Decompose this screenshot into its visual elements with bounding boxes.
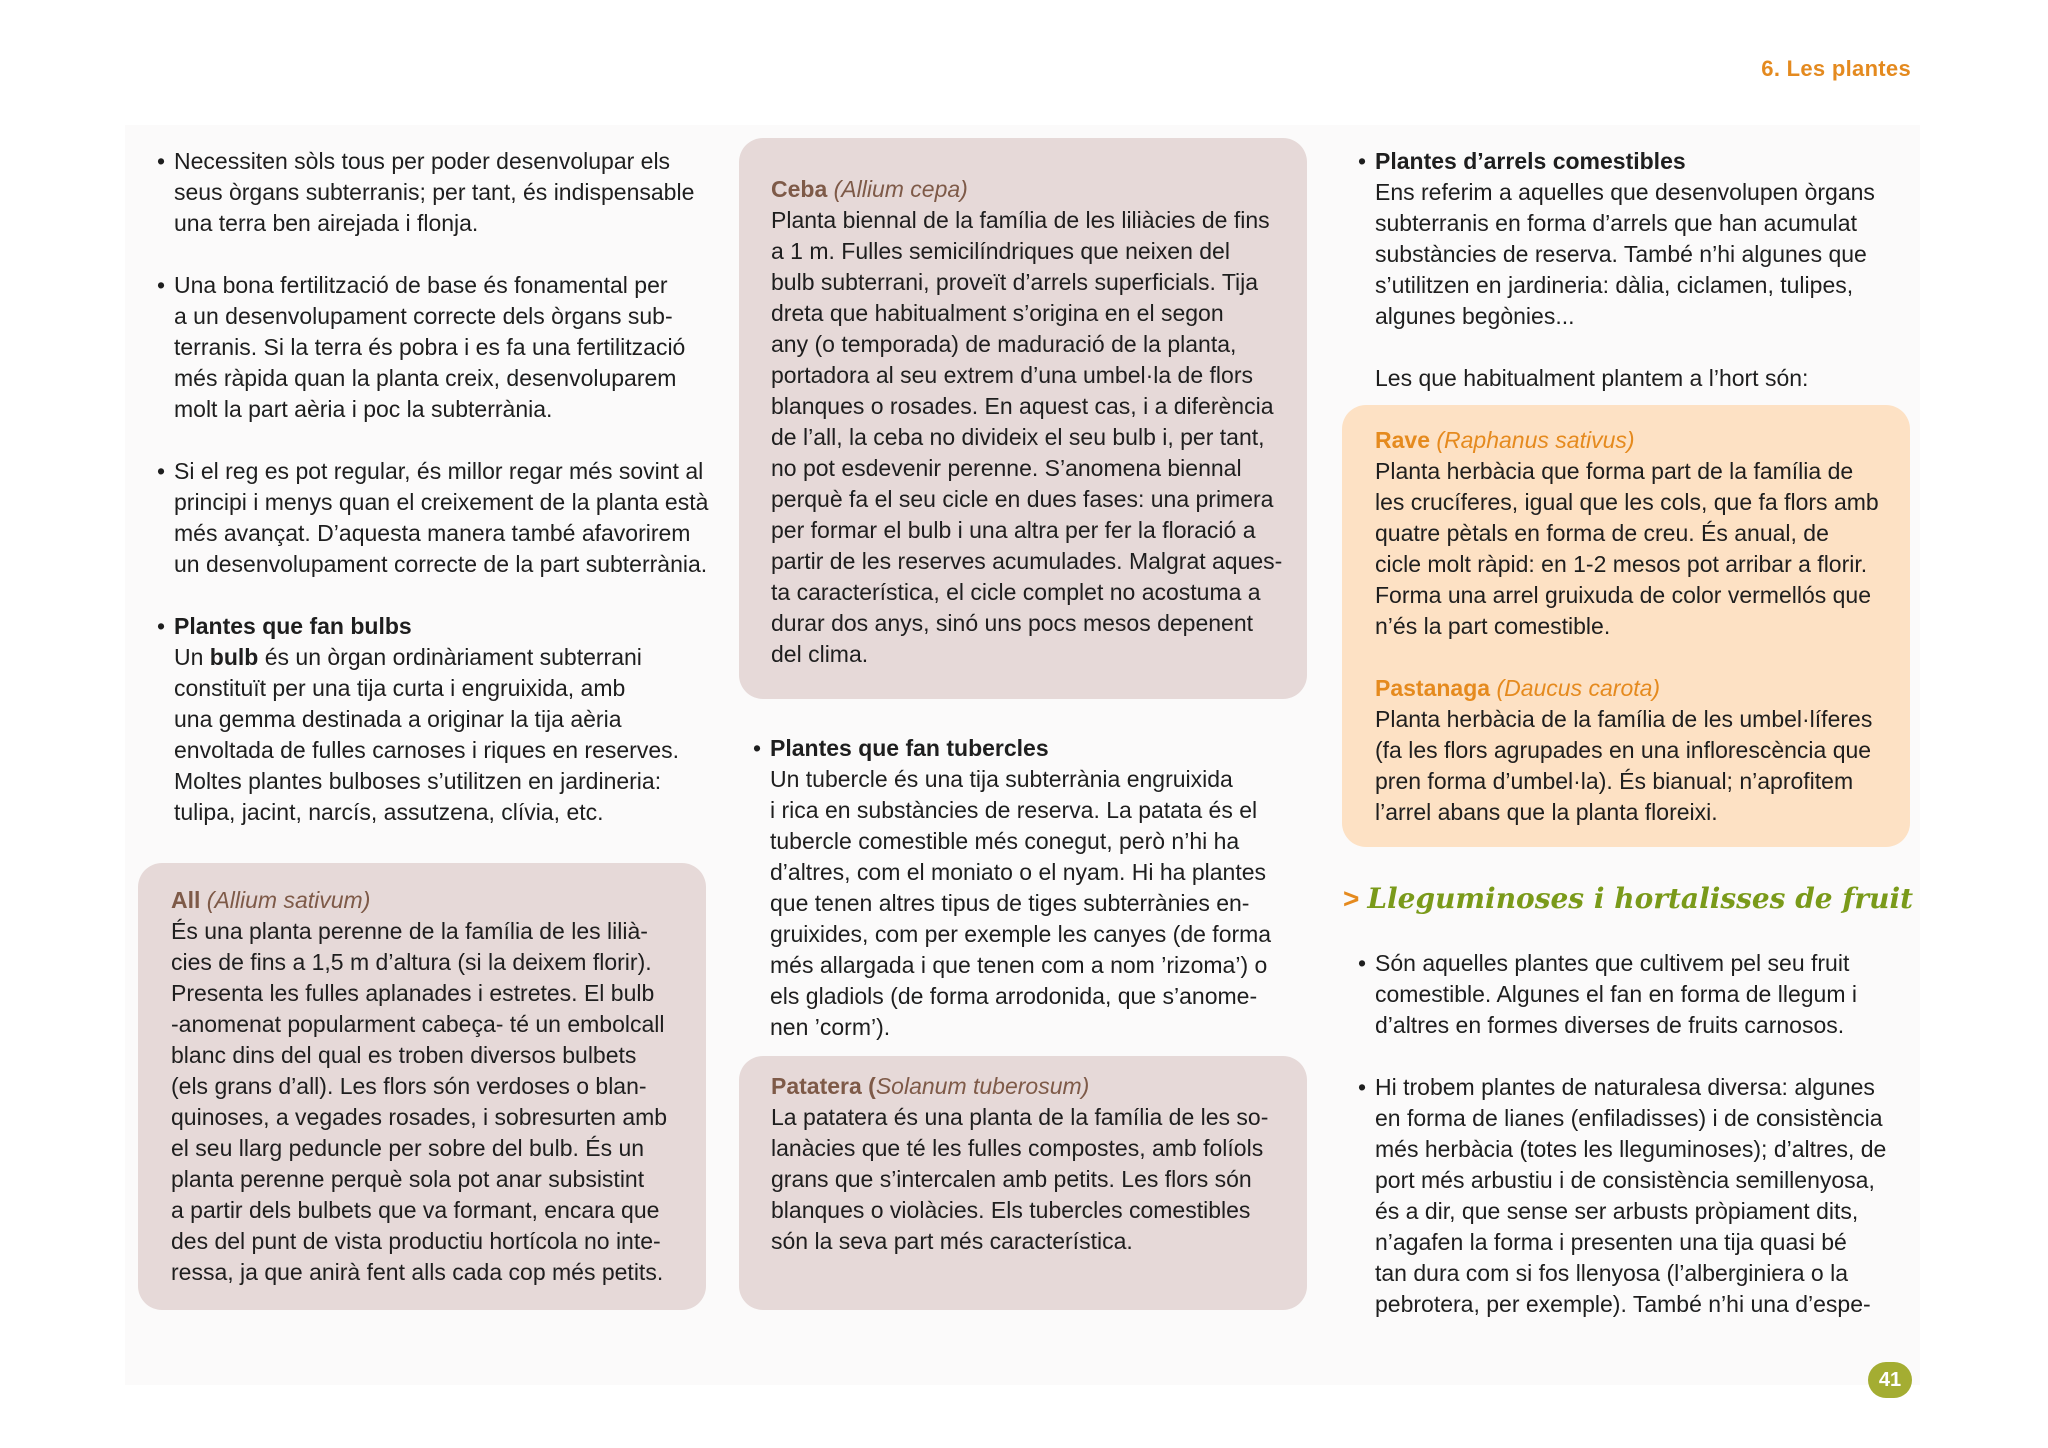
- text-line: substàncies de reserva. També n’hi algunes que: [1375, 241, 1867, 267]
- text-line: Planta biennal de la família de les liliàcies de fins: [771, 207, 1270, 233]
- pastanaga-title: Pastanaga (Daucus carota): [1375, 675, 1661, 701]
- text-line: molt la part aèria i poc la subterrània.: [174, 396, 553, 422]
- text-line: Una bona fertilització de base és fonamental per: [174, 272, 668, 298]
- rave-title: Rave (Raphanus sativus): [1375, 427, 1635, 453]
- text-line: gruixides, com per exemple les canyes (de forma: [770, 921, 1272, 947]
- bullet-mark: •: [753, 735, 762, 761]
- bullet-mark: •: [157, 613, 166, 639]
- text-line: És una planta perenne de la família de les lilià-: [171, 918, 648, 944]
- text-line: Hi trobem plantes de naturalesa diversa: algunes: [1375, 1074, 1875, 1100]
- fruit-section: [1358, 948, 1918, 1320]
- bulbs-section: [157, 611, 717, 828]
- text-line: una gemma destinada a originar la tija aèria: [174, 706, 622, 732]
- bulbs-heading: Plantes que fan bulbs: [174, 613, 412, 639]
- text-line: a partir dels bulbets que va formant, encara que: [171, 1197, 660, 1223]
- text-line: del clima.: [771, 641, 869, 667]
- text-line: d’altres en formes diverses de fruits carnosos.: [1375, 1012, 1845, 1038]
- text-line: algunes begònies...: [1375, 303, 1575, 329]
- column-left: [157, 146, 717, 828]
- text-line: per formar el bulb i una altra per fer la floració a: [771, 517, 1256, 543]
- text-line: a un desenvolupament correcte dels òrgans sub-: [174, 303, 673, 329]
- text-line: més ràpida quan la planta creix, desenvoluparem: [174, 365, 677, 391]
- roots-info-box: [1342, 405, 1910, 847]
- text-line: cicle molt ràpid: en 1-2 mesos pot arribar a florir.: [1375, 551, 1868, 577]
- bullet-mark: •: [157, 148, 166, 174]
- text-line: en forma de lianes (enfiladisses) i de consistència: [1375, 1105, 1883, 1131]
- text-line: a 1 m. Fulles semicilíndriques que neixen del: [771, 238, 1230, 264]
- text-line: Presenta les fulles aplanades i estretes. El bulb: [171, 980, 655, 1006]
- bullet-paragraph: [1358, 1072, 1918, 1320]
- text-line: més allargada i que tenen com a nom ’rizoma’) o: [770, 952, 1268, 978]
- text-line: partir de les reserves acumulades. Malgrat aques-: [771, 548, 1283, 574]
- text-line: Són aquelles plantes que cultivem pel seu fruit: [1375, 950, 1850, 976]
- text-line: cies de fins a 1,5 m d’altura (si la deixem florir).: [171, 949, 652, 975]
- bullet-paragraph: [1358, 948, 1918, 1041]
- text-line: ta característica, el cicle complet no acostuma a: [771, 579, 1261, 605]
- section-title: Lleguminoses i hortalisses de fruit: [1367, 882, 1914, 915]
- text-line: pebrotera, per exemple). També n’hi una d’espe-: [1375, 1291, 1871, 1317]
- text-line: port més arbustiu i de consistència semillenyosa,: [1375, 1167, 1875, 1193]
- text-line: subterranis en forma d’arrels que han acumulat: [1375, 210, 1857, 236]
- text-line: envoltada de fulles carnoses i riques en reserves.: [174, 737, 680, 763]
- chapter-header: 6. Les plantes: [1761, 56, 1911, 81]
- text-line: de l’all, la ceba no divideix el seu bulb i, per tant,: [771, 424, 1265, 450]
- tubercles-heading: Plantes que fan tubercles: [770, 735, 1049, 761]
- text-line: tulipa, jacint, narcís, assutzena, clívia, etc.: [174, 799, 604, 825]
- bullet-mark: •: [1358, 1074, 1367, 1100]
- tubercles-section: [753, 733, 1313, 1043]
- text-line: blanc dins del qual es troben diversos bulbets: [171, 1042, 637, 1068]
- bullet-paragraph: [157, 146, 717, 239]
- patatera-info-box: [739, 1056, 1307, 1310]
- text-line: una terra ben airejada i flonja.: [174, 210, 479, 236]
- text-line: les crucíferes, igual que les cols, que fa flors amb: [1375, 489, 1879, 515]
- text-line: més herbàcia (totes les lleguminoses); d’altres, de: [1375, 1136, 1887, 1162]
- text-line: els gladiols (de forma arrodonida, que s’anome-: [770, 983, 1258, 1009]
- page-number-badge: 41: [1868, 1362, 1912, 1398]
- text-line: principi i menys quan el creixement de la planta està: [174, 489, 709, 515]
- text-line: comestible. Algunes el fan en forma de llegum i: [1375, 981, 1857, 1007]
- patatera-box-title: Patatera (Solanum tuberosum): [771, 1073, 1090, 1099]
- section-heading: [1343, 882, 1913, 915]
- text-line: blanques o rosades. En aquest cas, i a diferència: [771, 393, 1274, 419]
- text-line: Moltes plantes bulboses s’utilitzen en jardineria:: [174, 768, 662, 794]
- text-line: el seu llarg peduncle per sobre del bulb. És un: [171, 1135, 645, 1161]
- bullet-mark: •: [157, 272, 166, 298]
- text-line: més avançat. D’aquesta manera també afavorirem: [174, 520, 691, 546]
- text-line: tan dura com si fos llenyosa (l’alberginiera o la: [1375, 1260, 1849, 1286]
- text-line: Necessiten sòls tous per poder desenvolupar els: [174, 148, 671, 174]
- bullet-paragraph: [157, 270, 717, 425]
- text-line: nen ’corm’).: [770, 1014, 891, 1040]
- text-line: perquè fa el seu cicle en dues fases: una primera: [771, 486, 1274, 512]
- text-line: planta perenne perquè sola pot anar subsistint: [171, 1166, 645, 1192]
- text-line: Un bulb és un òrgan ordinàriament subterrani: [174, 644, 642, 670]
- text-line: són la seva part més característica.: [771, 1228, 1133, 1254]
- text-line: pren forma d’umbel·la). És bianual; n’aprofitem: [1375, 768, 1854, 794]
- all-box-title: All (Allium sativum): [171, 887, 371, 913]
- bullet-paragraph: [157, 456, 717, 580]
- bullet-mark: •: [157, 458, 166, 484]
- text-line: s’utilitzen en jardineria: dàlia, ciclamen, tulipes,: [1375, 272, 1854, 298]
- text-line: portadora al seu extrem d’una umbel·la de flors: [771, 362, 1253, 388]
- text-line: i rica en substàncies de reserva. La patata és el: [770, 797, 1258, 823]
- text-line: terranis. Si la terra és pobra i es fa una fertilització: [174, 334, 686, 360]
- text-line: Ens referim a aquelles que desenvolupen òrgans: [1375, 179, 1875, 205]
- text-line: és a dir, que sense ser arbusts pròpiament dits,: [1375, 1198, 1859, 1224]
- bullet-paragraph: [1358, 146, 1918, 394]
- text-line: -anomenat popularment cabeça- té un embolcall: [171, 1011, 665, 1037]
- text-line: l’arrel abans que la planta floreixi.: [1375, 799, 1718, 825]
- all-info-box: [138, 863, 706, 1310]
- arrels-heading: Plantes d’arrels comestibles: [1375, 148, 1686, 174]
- text-line: Forma una arrel gruixuda de color vermellós que: [1375, 582, 1872, 608]
- text-line: grans que s’intercalen amb petits. Les flors són: [771, 1166, 1252, 1192]
- text-line: ressa, ja que anirà fent alls cada cop més petits.: [171, 1259, 664, 1285]
- text-line: constituït per una tija curta i engruixida, amb: [174, 675, 626, 701]
- bullet-mark: •: [1358, 950, 1367, 976]
- ceba-box-title: Ceba (Allium cepa): [771, 176, 968, 202]
- text-line: (els grans d’all). Les flors són verdoses o blan-: [171, 1073, 647, 1099]
- text-line: blanques o violàcies. Els tubercles comestibles: [771, 1197, 1251, 1223]
- text-line: un desenvolupament correcte de la part subterrània.: [174, 551, 708, 577]
- text-line: La patatera és una planta de la família de les so-: [771, 1104, 1269, 1130]
- text-line: bulb subterrani, proveït d’arrels superficials. Tija: [771, 269, 1259, 295]
- text-line: n’agafen la forma i presenten una tija quasi bé: [1375, 1229, 1847, 1255]
- text-line: tubercle comestible més conegut, però n’hi ha: [770, 828, 1240, 854]
- text-line: Si el reg es pot regular, és millor regar més sovint al: [174, 458, 704, 484]
- text-line: d’altres, com el moniato o el nyam. Hi ha plantes: [770, 859, 1267, 885]
- text-line: lanàcies que té les fulles compostes, amb folíols: [771, 1135, 1264, 1161]
- text-line: Les que habitualment plantem a l’hort són:: [1375, 365, 1809, 391]
- text-line: dreta que habitualment s’origina en el segon: [771, 300, 1224, 326]
- text-line: Planta herbàcia que forma part de la família de: [1375, 458, 1854, 484]
- text-line: des del punt de vista productiu hortícola no inte-: [171, 1228, 661, 1254]
- text-line: durar dos anys, sinó uns pocs mesos depenent: [771, 610, 1254, 636]
- text-line: Un tubercle és una tija subterrània engruixida: [770, 766, 1233, 792]
- ceba-info-box: [739, 138, 1307, 699]
- chevron-right-icon: >: [1343, 883, 1360, 914]
- text-line: quatre pètals en forma de creu. És anual, de: [1375, 520, 1829, 546]
- bullet-mark: •: [1358, 148, 1367, 174]
- text-line: Planta herbàcia de la família de les umbel·líferes: [1375, 706, 1873, 732]
- text-line: no pot esdevenir perenne. S’anomena biennal: [771, 455, 1242, 481]
- text-line: quinoses, a vegades rosades, i sobresurten amb: [171, 1104, 668, 1130]
- arrels-section: [1358, 146, 1918, 394]
- text-line: n’és la part comestible.: [1375, 613, 1611, 639]
- text-line: (fa les flors agrupades en una inflorescència que: [1375, 737, 1872, 763]
- text-line: que tenen altres tipus de tiges subterrànies en-: [770, 890, 1250, 916]
- bullet-paragraph: [753, 733, 1313, 1043]
- text-line: any (o temporada) de maduració de la planta,: [771, 331, 1237, 357]
- text-line: seus òrgans subterranis; per tant, és indispensable: [174, 179, 695, 205]
